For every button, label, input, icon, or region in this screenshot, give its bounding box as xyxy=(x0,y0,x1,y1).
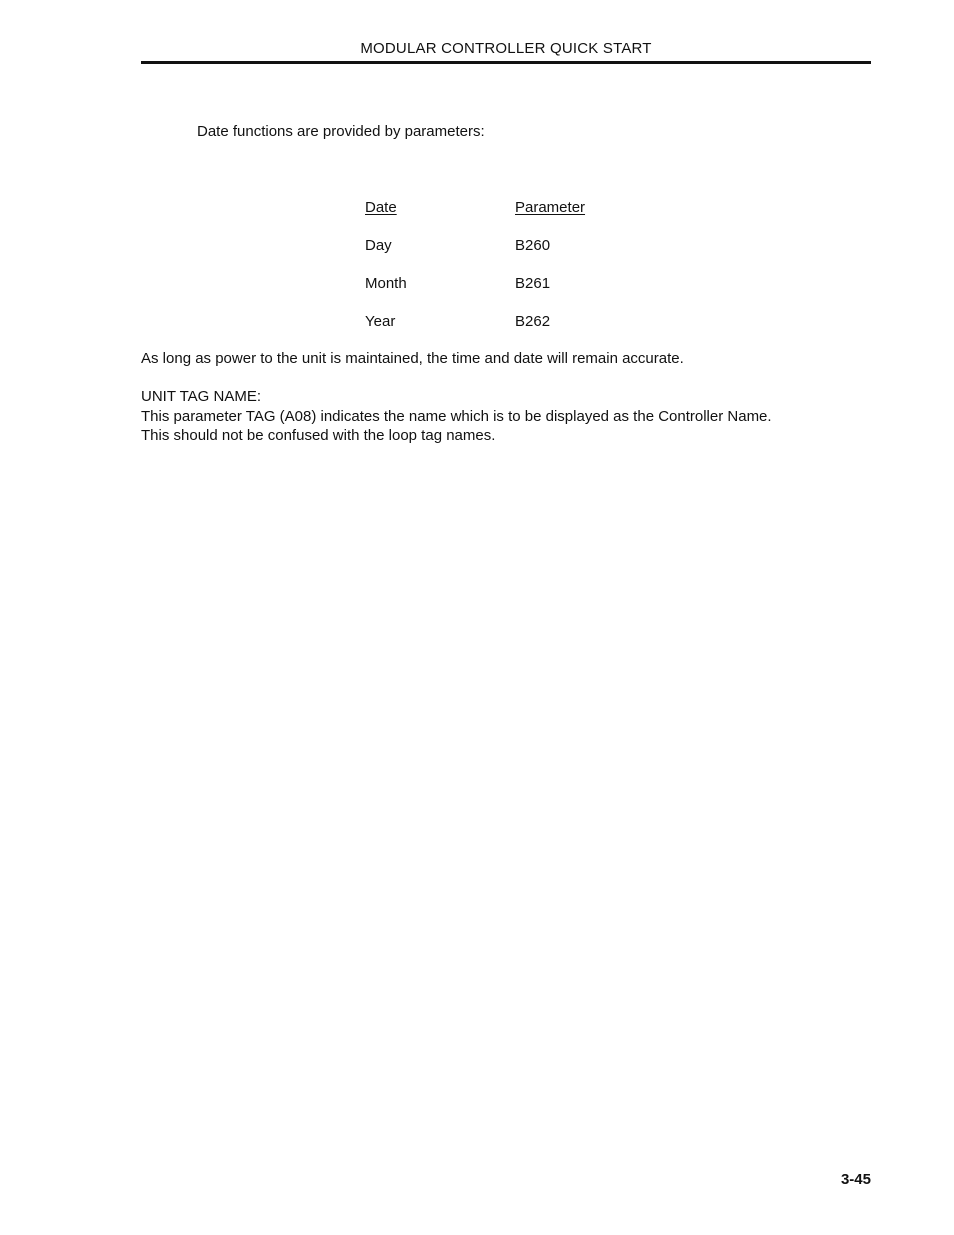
column-header-date: Date xyxy=(365,199,397,216)
page-number: 3-45 xyxy=(840,1171,871,1188)
unit-tag-description-line: This parameter TAG (A08) indicates the name which is to be displayed as the Controller Name. xyxy=(141,407,772,425)
table-cell-parameter: B261 xyxy=(515,275,551,292)
running-header: MODULAR CONTROLLER QUICK START xyxy=(360,40,652,57)
table-cell-parameter: B260 xyxy=(515,237,551,254)
column-header-parameter: Parameter xyxy=(515,199,586,216)
table-cell-date: Day xyxy=(365,237,392,254)
table-cell-date: Year xyxy=(365,313,396,330)
power-note: As long as power to the unit is maintained, the time and date will remain accurate. xyxy=(141,350,684,367)
header-rule xyxy=(141,61,871,64)
table-cell-date: Month xyxy=(365,275,407,292)
intro-text: Date functions are provided by parameters: xyxy=(197,123,485,140)
table-cell-parameter: B262 xyxy=(515,313,551,330)
unit-tag-description-line: This should not be confused with the loop tag names. xyxy=(141,427,496,444)
unit-tag-heading: UNIT TAG NAME: xyxy=(141,388,262,405)
unit-tag-section xyxy=(141,387,772,446)
